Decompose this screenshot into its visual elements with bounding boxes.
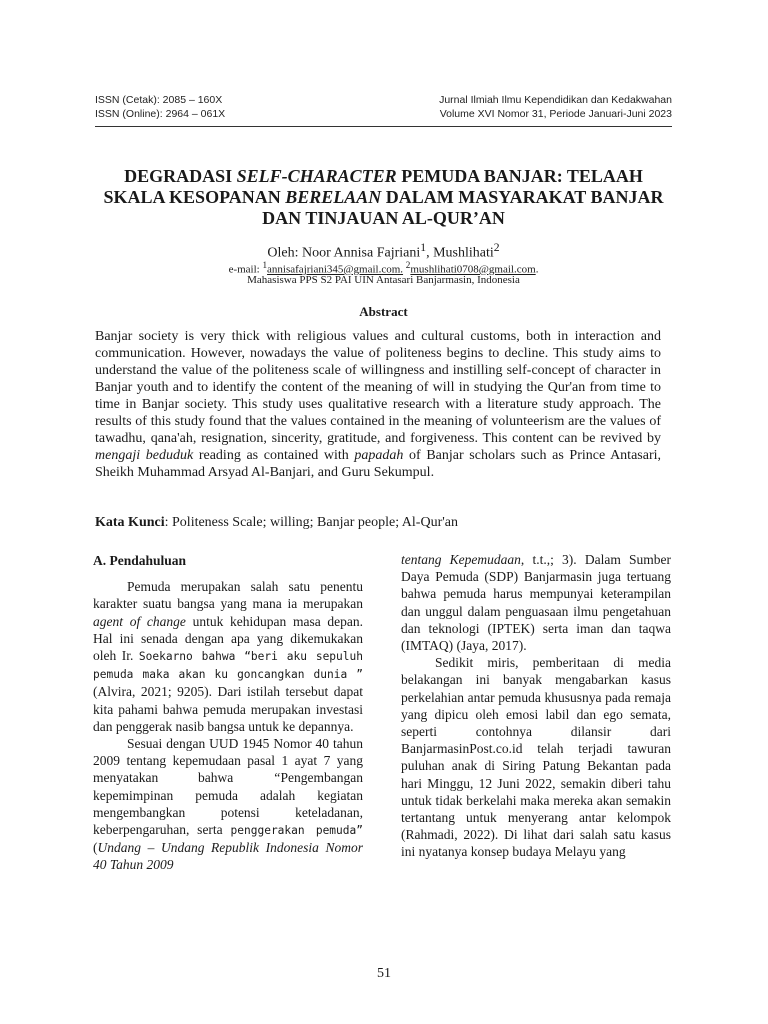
keywords-text: : Politeness Scale; willing; Banjar people; Al-Qur'an xyxy=(164,515,458,530)
text-run: Sesuai dengan UUD 1945 Nomor 40 tahun 2009 tentang kepemudaan pasal 1 ayat 7 yang menyatakan bahwa xyxy=(93,736,363,786)
paragraph xyxy=(93,735,363,874)
author-1-sup: 1 xyxy=(420,241,427,254)
abstract-italic: mengaji beduduk xyxy=(95,448,194,463)
title-part: DALAM MASYARAKAT BANJAR DAN TINJAUAN AL-QUR’AN xyxy=(262,187,664,228)
abstract-heading: Abstract xyxy=(359,304,408,319)
email-2-link[interactable]: mushlihati0708@gmail.com xyxy=(410,263,536,276)
paragraph: Sedikit miris, pemberitaan di media belakangan ini banyak mengabarkan kasus perkelahian antar pemuda khususnya pada remaja yang dipicu oleh emosi labil dan ego semata, seperti contohnya dilansir dari BanjarmasinPost.co.id telah terjadi tawuran puluhan anak di Siring Patung Bekantan pada hari Minggu, 12 Juni 2022, semakin diberi tahu untuk tidak berkelahi maka mereka akan semakin tertantang untuk menyerang antar kelompok (Rahmadi, 2022). Di lihat dari salah satu kasus ini nyatanya konsep budaya Melayu yang xyxy=(401,655,671,860)
paragraph xyxy=(401,551,671,654)
abstract-text xyxy=(95,328,661,481)
keywords-label: Kata Kunci xyxy=(95,515,165,530)
abstract-part: reading as contained with xyxy=(193,448,355,463)
text-run: untuk kehidupan masa depan. Hal ini senada dengan apa yang dikemukakan oleh Ir. xyxy=(93,613,363,664)
text-italic: “ xyxy=(273,770,281,786)
text-run: (Alvira, 2021; 9205). Dari istilah tersebut dapat kita pahami bahwa pemuda merupakan investasi dan penggerak nasib bangsa untuk ke depannya. xyxy=(93,684,363,734)
email-1-sup: 1 xyxy=(262,260,268,270)
author-2-sup: 2 xyxy=(493,241,500,254)
running-header xyxy=(95,93,672,121)
volume-line: Volume XVI Nomor 31, Periode Januari-Juni 2023 xyxy=(439,108,672,120)
title-italic: SELF-CHARACTER xyxy=(236,166,397,186)
email-end: . xyxy=(535,263,539,276)
email-label: e-mail: xyxy=(228,263,263,276)
affiliation: Mahasiswa PPS S2 PAI UIN Antasari Banjarmasin, Indonesia xyxy=(247,274,520,286)
text-run: Pengembangan kepemimpinan pemuda adalah kegiatan mengembangkan potensi keteladanan, keberpengaruhan, serta xyxy=(93,770,363,838)
keywords xyxy=(95,514,661,531)
title-italic: BERELAAN xyxy=(285,187,382,207)
paragraph xyxy=(93,578,363,735)
text-run: , t.t.,; 3). Dalam Sumber Daya Pemuda (SDP) Banjarmasin juga tertuang bahwa pemuda harus mempunyai keterampilan dan unggul dalam penguasaan ilmu pengetahuan dan teknologi (IPTEK) serta iman dan taqwa (IMTAQ) (Jaya, 2017). xyxy=(401,552,672,654)
text-italic: Undang – Undang Republik Indonesia Nomor 40 Tahun 2009 xyxy=(93,840,363,873)
section-heading: A. Pendahuluan xyxy=(93,553,187,568)
left-column xyxy=(93,552,363,874)
issn-online: ISSN (Online): 2964 – 061X xyxy=(95,108,226,120)
text-italic: tentang Kepemudaan xyxy=(401,552,521,567)
text-italic: agent of change xyxy=(93,613,186,629)
abstract-part: of Banjar scholars such as Prince Antasari, Sheikh Muhammad Arsyad Al-Banjari, and Guru Sekumpul. xyxy=(95,448,662,480)
journal-name: Jurnal Ilmiah Ilmu Kependidikan dan Kedakwahan xyxy=(439,94,672,106)
email-2-sup: 2 xyxy=(405,260,411,270)
title-part: PEMUDA BANJAR: TELAAH SKALA KESOPANAN xyxy=(103,166,643,207)
issn-print: ISSN (Cetak): 2085 – 160X xyxy=(95,94,223,106)
email-1-link[interactable]: annisafajriani345@gmail.com. xyxy=(267,263,404,276)
header-divider xyxy=(95,126,672,127)
author-2: , Mushlihati xyxy=(426,245,494,261)
title-part: DEGRADASI xyxy=(124,166,237,186)
quote-text: Soekarno bahwa “beri aku sepuluh pemuda maka akan ku goncangkan dunia ” xyxy=(93,650,363,682)
abstract-part: Banjar society is very thick with religious values and cultural customs, both in interaction and communication. However, nowadays the value of politeness begins to decline. This study aims to understand the value of the politeness scale of willingness and instilling self-concept of character in Banjar youth and to identify the content of the meaning of will in studying the Qur'an from time to time in Banjar society. This study uses qualitative research with a literature study approach. The results of this study found that the values contained in the meaning of volunteerism are the values of tawadhu, qana'ah, resignation, sincerity, gratitude, and forgiveness. This content can be revived by xyxy=(95,329,661,446)
text-run: ( xyxy=(93,840,98,856)
author-1: Oleh: Noor Annisa Fajriani xyxy=(267,245,421,261)
quote-text: penggerakan pemuda” xyxy=(230,824,363,838)
page-number: 51 xyxy=(377,966,391,981)
abstract-italic: papadah xyxy=(354,448,404,463)
right-column xyxy=(401,551,671,861)
paper-title xyxy=(95,166,672,229)
text-run: Pemuda merupakan salah satu penentu karakter suatu bangsa yang mana ia merupakan xyxy=(93,579,363,612)
